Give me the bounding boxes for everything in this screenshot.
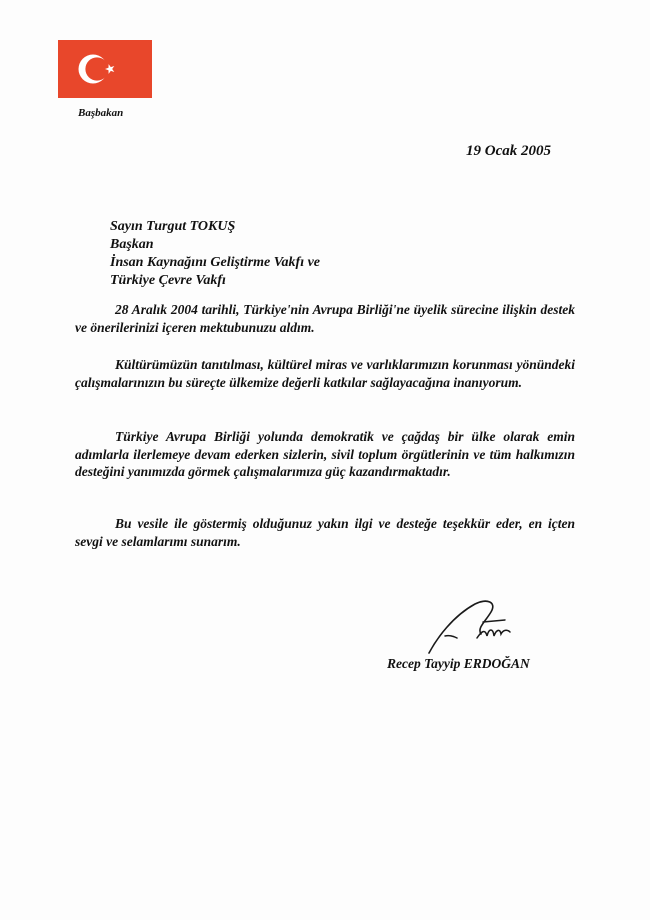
recipient-title: Başkan	[110, 237, 154, 252]
body-paragraph-1: 28 Aralık 2004 tarihli, Türkiye'nin Avrupa Birliği'ne üyelik sürecine ilişkin destek ve önerilerinizi içeren mektubunuzu aldım.	[75, 302, 575, 335]
body-paragraph-3: Türkiye Avrupa Birliği yolunda demokratik ve çağdaş bir ülke olarak emin adımlarla ilerlemeye devam ederken sizlerin, sivil toplum örgütlerinin ve tüm halkımızın desteğini yanımızda görmek çalışmalarımıza güç kazandırmaktadır.	[75, 429, 575, 479]
handwritten-signature-icon	[415, 598, 525, 658]
turkish-flag-icon	[58, 40, 152, 98]
body-paragraph-4: Bu vesile ile göstermiş olduğunuz yakın ilgi ve desteğe teşekkür eder, en içten sevgi ve selamlarımı sunarım.	[75, 516, 575, 549]
office-title: Başbakan	[78, 107, 124, 119]
flag-emblem-icon	[58, 40, 152, 98]
body-paragraph-2: Kültürümüzün tanıtılması, kültürel miras ve varlıklarımızın korunması yönündeki çalışmalarınızın bu süreçte ülkemize değerli katkılar sağlayacağına inanıyorum.	[75, 357, 575, 390]
recipient-block	[110, 218, 320, 290]
recipient-organization-1: İnsan Kaynağını Geliştirme Vakfı ve	[110, 255, 321, 270]
letter-date: 19 Ocak 2005	[466, 143, 551, 159]
recipient-organization-2: Türkiye Çevre Vakfı	[110, 273, 226, 288]
signer-name: Recep Tayyip ERDOĞAN	[387, 656, 530, 671]
recipient-name: Sayın Turgut TOKUŞ	[110, 219, 236, 234]
